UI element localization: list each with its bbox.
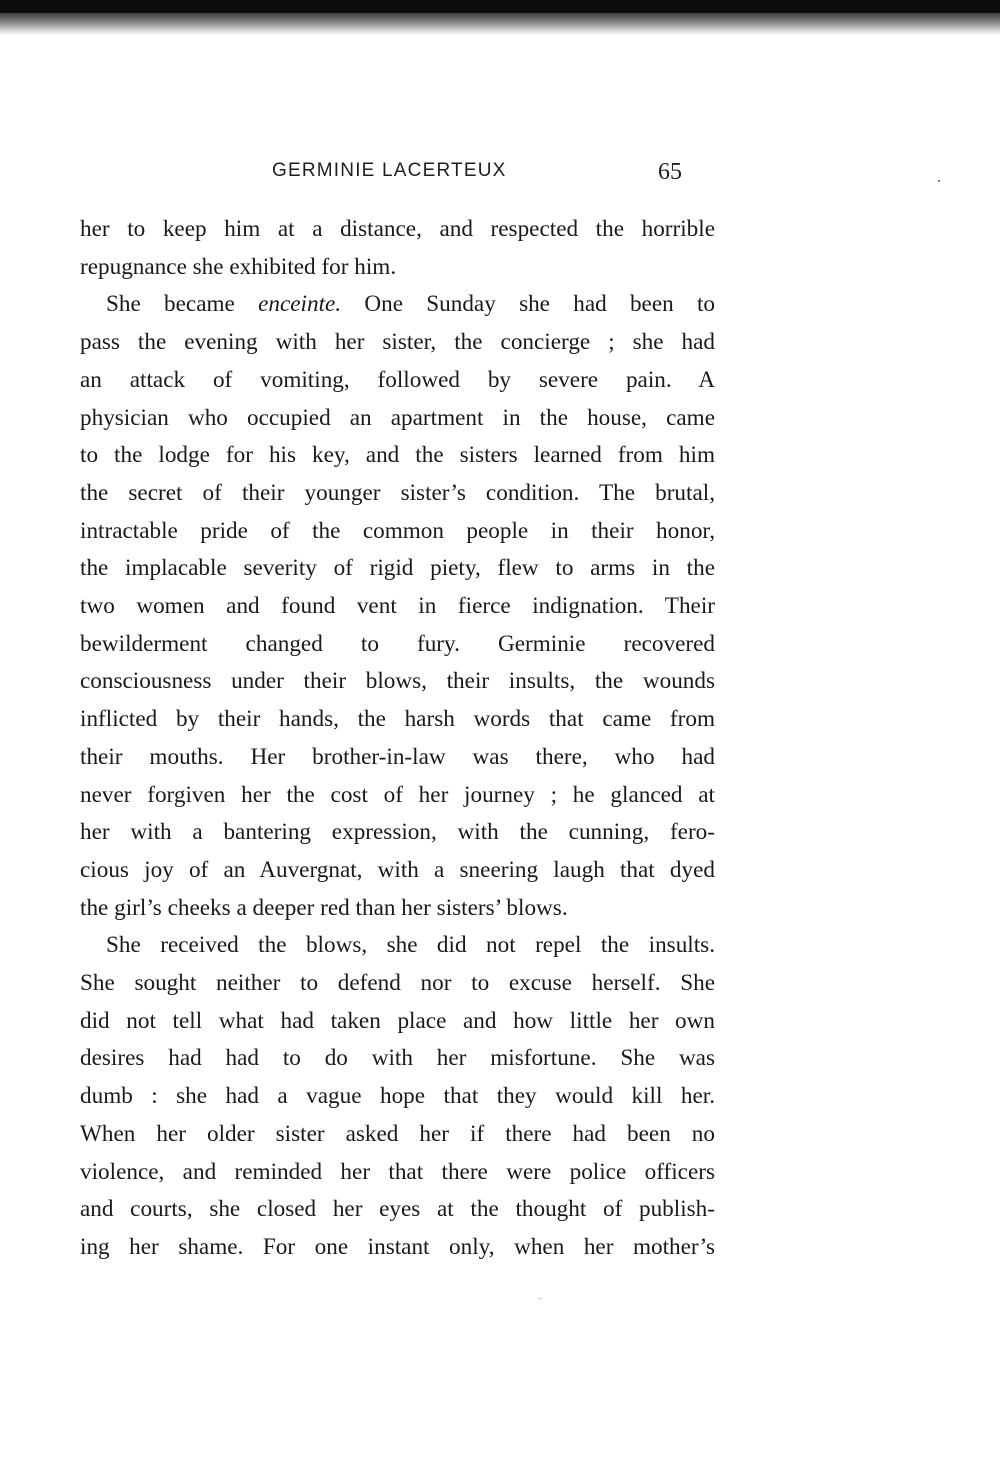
text-line: her with a bantering expression, with the cunning, fero-	[80, 819, 715, 846]
running-title: GERMINIE LACERTEUX	[272, 160, 507, 181]
text-line: intractable pride of the common people in their honor,	[80, 517, 715, 544]
text-line: their mouths. Her brother-in-law was there, who had	[80, 743, 715, 770]
text-line: bewilderment changed to fury. Germinie recovered	[80, 630, 715, 657]
text-line: did not tell what had taken place and how little her own	[80, 1007, 715, 1034]
text-line: She sought neither to defend nor to excuse herself. She	[80, 970, 715, 997]
page-number: 65	[658, 159, 682, 185]
page-top-edge	[0, 0, 1000, 13]
text-line: the secret of their younger sister’s condition. The brutal,	[80, 479, 715, 506]
text-line: to the lodge for his key, and the sisters learned from him	[80, 442, 715, 469]
page-top-edge-shadow	[0, 13, 1000, 35]
text-line: inflicted by their hands, the harsh words that came from	[80, 706, 715, 733]
text-line: and courts, she closed her eyes at the thought of publish-	[80, 1196, 715, 1223]
text-line: dumb : she had a vague hope that they would kill her.	[80, 1083, 715, 1110]
text-line: When her older sister asked her if there had been no	[80, 1120, 715, 1147]
text-line: never forgiven her the cost of her journey ; he glanced at	[80, 781, 715, 808]
text-line: her to keep him at a distance, and respected the horrible	[80, 216, 715, 242]
body-text	[80, 211, 715, 1267]
text-line: two women and found vent in fierce indignation. Their	[80, 593, 715, 620]
text-line: desires had had to do with her misfortune. She was	[80, 1045, 715, 1072]
text-line: violence, and reminded her that there were police officers	[80, 1158, 715, 1185]
text-line: cious joy of an Auvergnat, with a sneering laugh that dyed	[80, 856, 715, 883]
text-fragment: She became	[106, 291, 235, 318]
scan-speck	[540, 1298, 541, 1299]
text-line: repugnance she exhibited for him.	[80, 253, 397, 280]
italic-word: enceinte.	[258, 291, 342, 318]
text-line: the girl’s cheeks a deeper red than her sisters’ blows.	[80, 894, 568, 921]
scan-speck	[938, 180, 940, 182]
text-line: the implacable severity of rigid piety, flew to arms in the	[80, 555, 715, 582]
text-line: physician who occupied an apartment in the house, came	[80, 404, 715, 431]
text-fragment: One Sunday she had been to	[364, 291, 716, 318]
text-line: ing her shame. For one instant only, when her mother’s	[80, 1233, 715, 1260]
text-line: She received the blows, she did not repel the insults.	[106, 932, 715, 959]
text-line: an attack of vomiting, followed by severe pain. A	[80, 366, 715, 393]
text-line	[80, 286, 715, 324]
text-line: consciousness under their blows, their insults, the wounds	[80, 668, 715, 695]
text-line: pass the evening with her sister, the concierge ; she had	[80, 329, 715, 356]
